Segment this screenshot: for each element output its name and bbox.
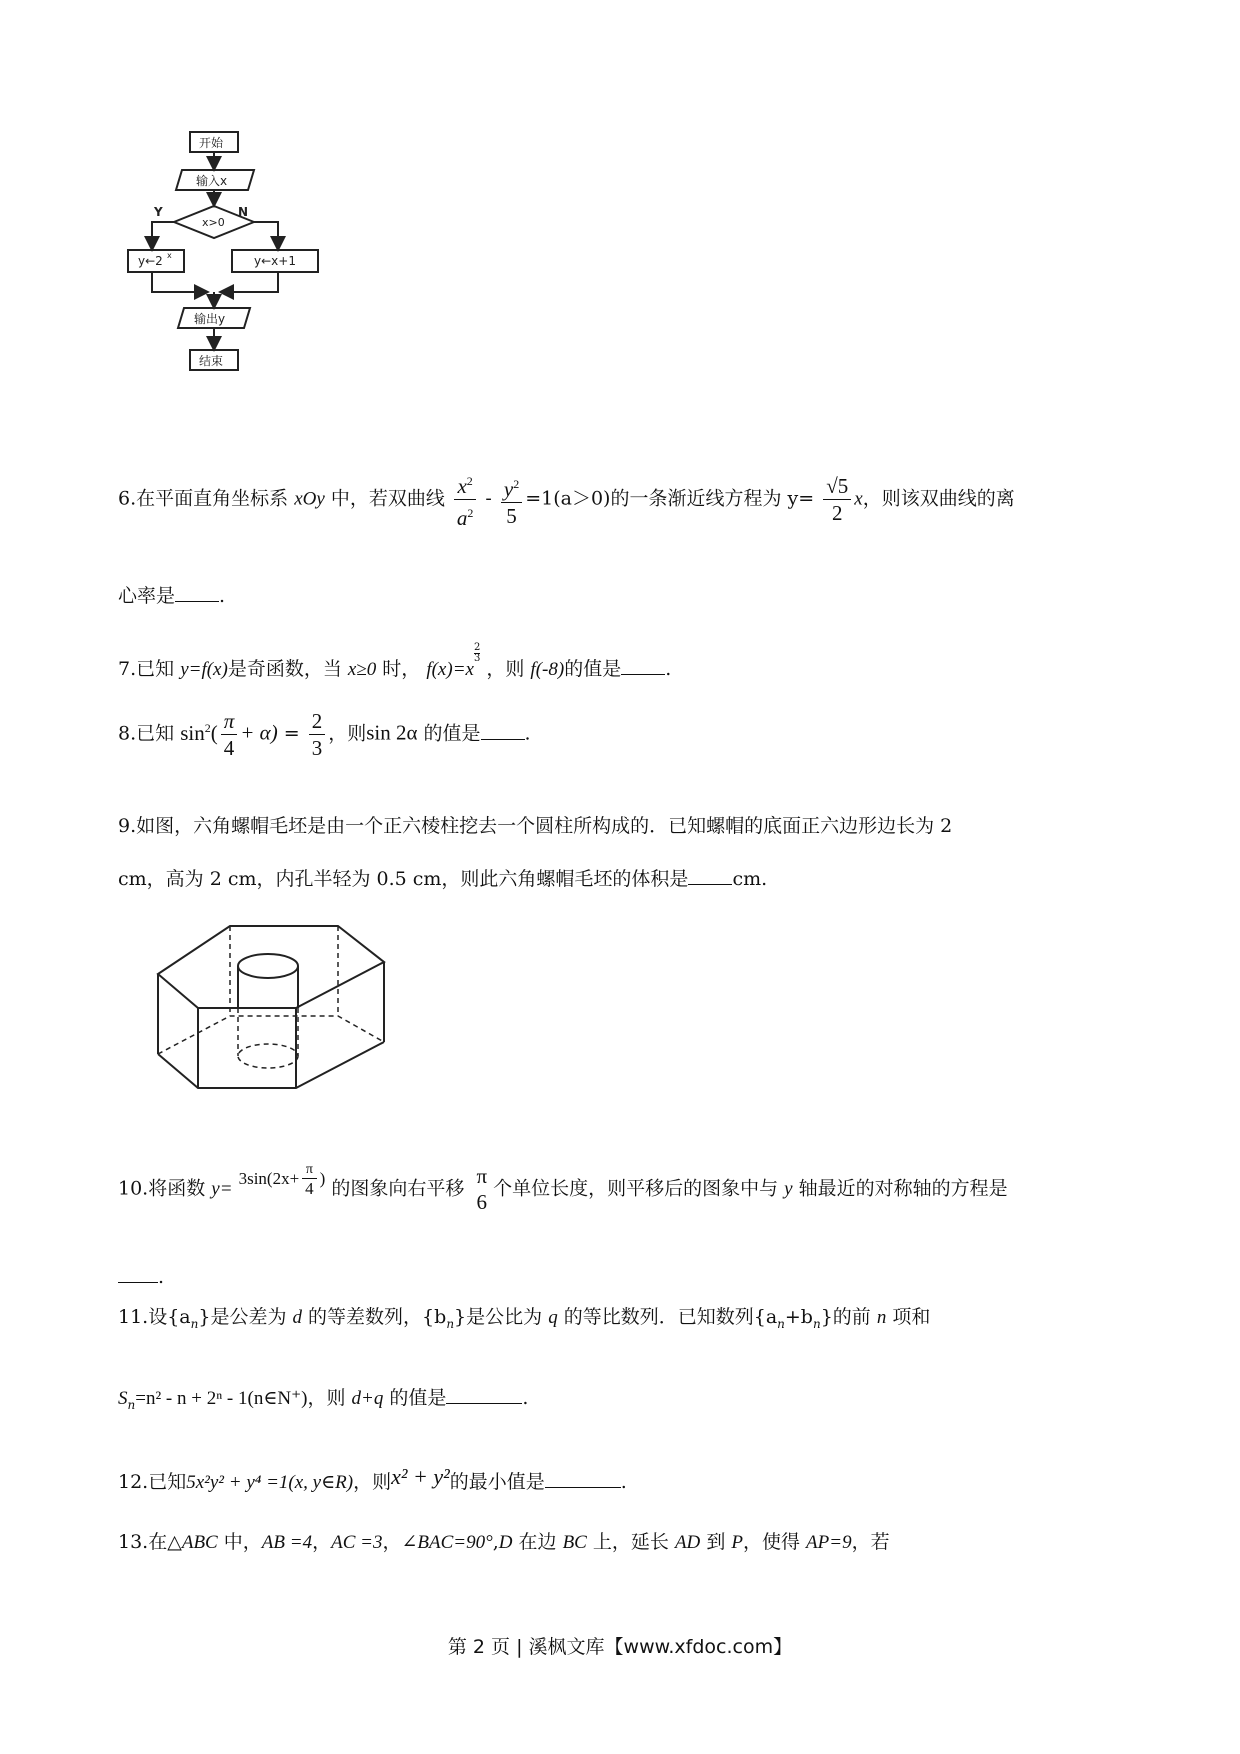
flow-right-label: y←x+1 [254, 254, 296, 268]
question-8: 8.已知 $\sin^2$( $\frac{\pi}{4}$ + α) = $\frac{2}{3}$ ，则sin 2α 的值是 . [118, 709, 531, 760]
answer-blank [545, 1469, 621, 1488]
flow-end-label: 结束 [199, 354, 224, 368]
flow-no-label: N [238, 205, 249, 219]
answer-blank [175, 583, 219, 602]
flow-output-label: 输出y [194, 312, 226, 326]
hex-nut-figure [150, 920, 400, 1120]
flow-input-label: 输入x [196, 174, 228, 188]
flow-condition-label: x>0 [202, 216, 225, 229]
flow-start-label: 开始 [199, 136, 224, 150]
flow-left-sup: x [167, 251, 172, 260]
question-12: 12.已知5x²y² + y⁴ =1(x, y∈R)，则x² + y²的最小值是 . [118, 1464, 627, 1493]
question-9-line2: cm，高为 2 cm，内孔半轻为 0.5 cm，则此六角螺帽毛坯的体积是 cm. [118, 868, 768, 890]
question-6: 6.在平面直角坐标系 xOy 中，若双曲线 $\frac{x^2}{a^2}$ - $\frac{y^2}{5}$ =1(a＞0)的一条渐近线方程为 y= $\frac{√5}{2}$ x，则该双曲线的离 [118, 468, 1015, 531]
question-10-line2: . [118, 1264, 164, 1289]
question-9-line1: 9.如图，六角螺帽毛坯是由一个正六棱柱挖去一个圆柱所构成的．已知螺帽的底面正六边形边长为 2 [118, 815, 953, 837]
answer-blank [621, 656, 665, 675]
answer-blank [118, 1264, 158, 1283]
question-11-line2: $S_n=n^2 - n + 2^n$ - 1(n∈N⁺)，则 d+q 的值是 . [118, 1387, 529, 1412]
question-10: 10.将函数 y= 3sin(2x+ $\frac{\pi}{4}$ ) 的图象向右平移 π 6 个单位长度，则平移后的图象中与 y 轴最近的对称轴的方程是 [118, 1162, 1008, 1215]
answer-blank [446, 1385, 522, 1404]
flowchart-figure [120, 128, 320, 418]
flow-left-label: y←2 [138, 254, 163, 268]
question-7: 7.已知 y=f(x)是奇函数，当 x≥0 时， f(x)=x $\frac{2}{3}$ ，则 f(-8)的值是 . [118, 642, 672, 680]
question-6-line2: 心率是 . [118, 585, 226, 607]
question-13: 13.在△ABC 中，AB =4，AC =3，∠BAC=90°,D 在边 BC 上，延长 AD 到 P，使得 AP=9，若 [118, 1531, 890, 1553]
answer-blank [481, 721, 525, 740]
answer-blank [688, 866, 732, 885]
flow-yes-label: Y [154, 205, 163, 219]
page-footer: 第 2 页 | 溪枫文库【www.xfdoc.com】 [447, 1636, 793, 1658]
question-11: 11.设$\{a_n\}$是公差为 d 的等差数列，$\{b_n\}$是公比为 q 的等比数列．已知数列$\{a_n+b_n\}$的前 n 项和 [118, 1306, 931, 1331]
